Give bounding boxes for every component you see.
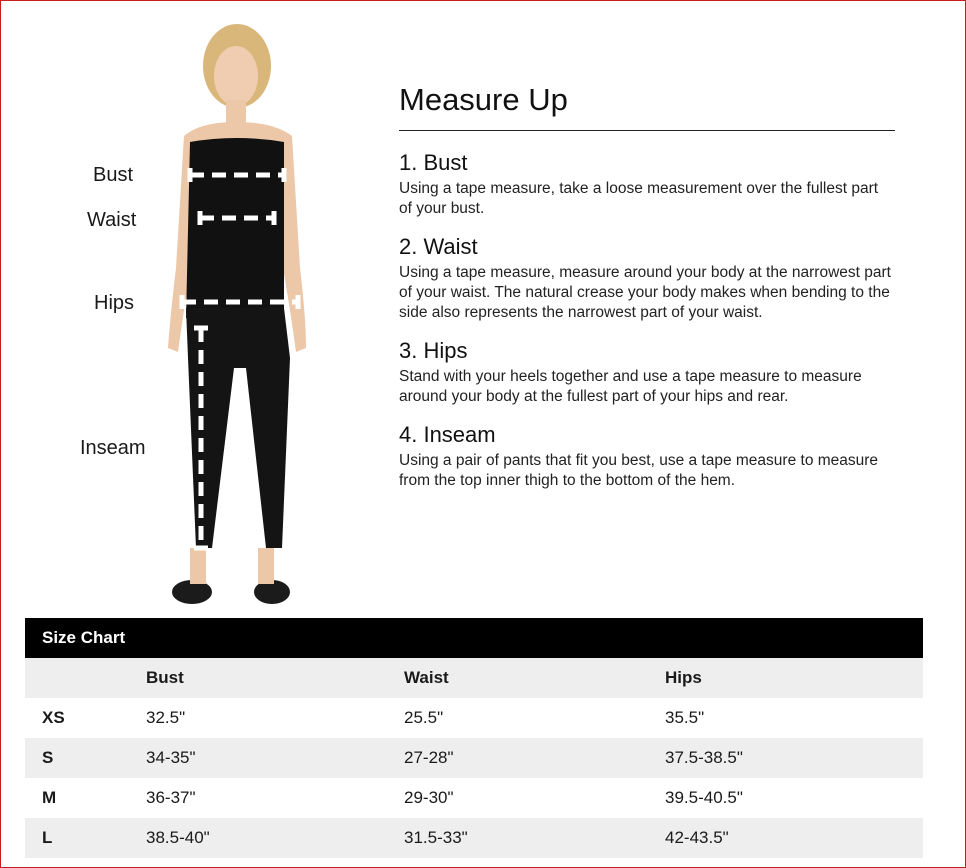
waist-cell: 25.5"	[404, 708, 444, 727]
waist-cell: 29-30"	[404, 788, 454, 807]
step-heading: 2. Waist	[399, 234, 478, 259]
bust-cell: 34-35"	[146, 748, 196, 767]
bust-label: Bust	[93, 164, 134, 186]
inseam-label: Inseam	[80, 437, 146, 459]
bust-cell: 36-37"	[146, 788, 196, 807]
bust-cell: 38.5-40"	[146, 828, 210, 847]
step-text: Using a pair of pants that fit you best, use a tape measure to measure from the top inner thigh to the bottom of the hem.	[399, 452, 879, 489]
size-cell: M	[42, 788, 57, 807]
size-cell: S	[42, 748, 54, 767]
step-hips	[399, 337, 895, 407]
table-row	[25, 698, 923, 738]
column-header-bust: Bust	[146, 668, 184, 687]
step-text: Using a tape measure, take a loose measurement over the fullest part of your bust.	[399, 180, 879, 217]
waist-cell: 31.5-33"	[404, 828, 468, 847]
column-header-waist: Waist	[404, 668, 449, 687]
step-text: Stand with your heels together and use a tape measure to measure around your body at the fullest part of your hips and rear.	[399, 368, 862, 405]
title-divider	[399, 130, 895, 131]
table-header-row	[25, 658, 923, 698]
step-heading: 4. Inseam	[399, 422, 496, 447]
waist-label: Waist	[87, 209, 137, 231]
table-row	[25, 818, 923, 858]
step-inseam	[399, 421, 895, 491]
model-figure	[150, 18, 330, 610]
hips-cell: 42-43.5"	[665, 828, 729, 847]
size-cell: L	[42, 828, 53, 847]
hips-label: Hips	[94, 292, 135, 314]
step-bust	[399, 149, 895, 219]
table-row	[25, 738, 923, 778]
size-cell: XS	[42, 708, 65, 727]
step-waist	[399, 233, 895, 323]
measure-guide	[399, 80, 895, 505]
waist-cell: 27-28"	[404, 748, 454, 767]
hips-cell: 35.5"	[665, 708, 705, 727]
table-row	[25, 778, 923, 818]
size-chart-title: Size Chart	[25, 618, 923, 658]
bust-cell: 32.5"	[146, 708, 186, 727]
step-heading: 3. Hips	[399, 338, 468, 363]
hips-cell: 39.5-40.5"	[665, 788, 743, 807]
guide-title: Measure Up	[399, 82, 568, 117]
step-heading: 1. Bust	[399, 150, 468, 175]
size-chart-table	[25, 618, 923, 858]
step-text: Using a tape measure, measure around your body at the narrowest part of your waist. The natural crease your body makes when bending to the side also represents the narrowest part of your waist.	[399, 264, 891, 321]
column-header-hips: Hips	[665, 668, 702, 687]
model-illustration	[150, 18, 330, 610]
hips-cell: 37.5-38.5"	[665, 748, 743, 767]
